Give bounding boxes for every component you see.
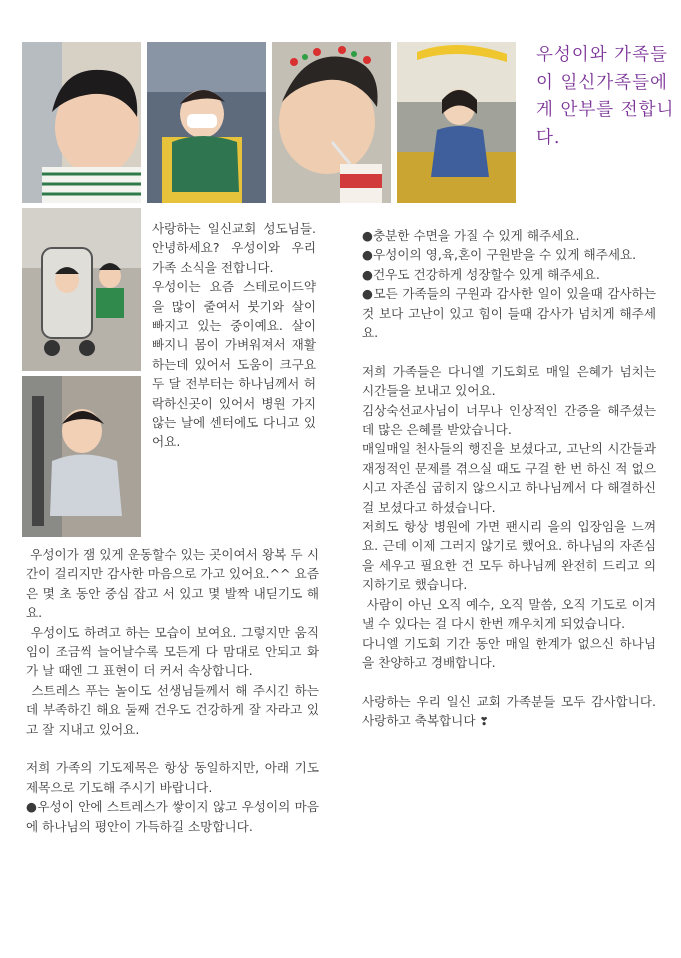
right-paragraph: 다니엘 기도회 기간 동안 매일 한계가 없으신 하나님을 찬양하고 경배합니다. xyxy=(362,635,656,670)
boy-stroller-photo xyxy=(22,376,141,537)
left-text-column xyxy=(26,545,319,836)
right-paragraph: 매일매일 천사들의 행진을 보셨다고, 고난의 시간들과 재정적인 문제를 겪으실 때도 구걸 한 번 하신 적 없으시고 자존심 굽히지 않으시고 하나님께서 다 해결하신 걸 보셨다고 하셨습니다. xyxy=(362,441,656,515)
right-paragraph: 저희도 항상 병원에 가면 팬시리 을의 입장임을 느껴요. 근데 이제 그러지 않기로 했어요. 하나님의 자존심을 세우고 필요한 건 모두 하나님께 완전히 드리고 의지하기로 했습니다. xyxy=(362,519,656,593)
two-children-stroller-photo xyxy=(22,208,141,371)
intro-text-column xyxy=(152,219,316,452)
left-paragraph: 우성이가 잼 있게 운동할수 있는 곳이여서 왕복 두 시간이 걸리지만 감사한 마음으로 가고 있어요.^^ 요즘은 몇 초 동안 중심 잡고 서 있고 몇 발짝 내딛기도 해요. xyxy=(26,547,319,621)
intro-paragraph: 사랑하는 일신교회 성도님들. 안녕하세요? 우성이와 우리 가족 소식을 전합니다. xyxy=(152,221,316,275)
prayer-item: ●모든 가족들의 구원과 감사한 일이 있을때 감사하는 것 보다 고난이 있고 힘이 들때 감사가 넘치게 해주세요. xyxy=(362,286,656,341)
bullet-icon: ● xyxy=(362,247,373,263)
bullet-icon: ● xyxy=(362,266,373,282)
intro-paragraph-2: 우성이는 요즘 스테로이드약을 많이 줄여서 붓기와 살이 빠지고 있는 중이예요. 살이 빠지니 몸이 가벼워져서 재활하는데 있어서 도움이 크구요 두 달 전부터는 하나님께서 허락하신곳이 있어서 병원 가지않는 날에 센터에도 다니고 있어요. xyxy=(152,279,316,450)
heart-icon: ❣ xyxy=(479,715,489,729)
child-mask-chair-photo xyxy=(147,42,266,203)
right-paragraph: 김상숙선교사님이 너무나 인상적인 간증을 해주셨는데 많은 은혜를 받았습니다. xyxy=(362,402,656,438)
prayer-item: ●우성이 안에 스트레스가 쌓이지 않고 우성이의 마음에 하나님의 평안이 가득하길 소망합니다. xyxy=(26,799,319,834)
prayer-item: ●건우도 건강하게 성장할수 있게 해주세요. xyxy=(362,266,600,282)
bullet-icon: ● xyxy=(362,228,373,243)
left-paragraph: 우성이도 하려고 하는 모습이 보여요. 그렇지만 움직임이 조금씩 늘어날수록 모든게 다 맘대로 안되고 화가 날 때엔 그 표현이 더 커서 속상합니다. xyxy=(26,624,319,679)
left-paragraph: 스트레스 푸는 놀이도 선생님들께서 해 주시긴 하는데 부족하긴 해요 둘째 건우도 건강하게 잘 자라고 있고 잘 지내고 있어요. xyxy=(26,682,319,737)
closing-paragraph: 사랑하는 우리 일신 교회 가족분들 모두 감사합니다. 사랑하고 축복합니다 ❣ xyxy=(362,693,656,729)
right-paragraph: 사람이 아닌 오직 예수, 오직 말씀, 오직 기도로 이겨낼 수 있다는 걸 다시 한번 깨우치게 되었습니다. xyxy=(362,596,656,632)
boy-juice-photo xyxy=(272,42,391,203)
prayer-item: ●우성이의 영,육,혼이 구원받을 수 있게 해주세요. xyxy=(362,247,637,263)
boy-closeup-photo xyxy=(22,42,141,203)
greeting-title: 우성이와 가족들이 일신가족들에게 안부를 전합니다. xyxy=(536,45,675,148)
right-text-column xyxy=(362,226,656,732)
bullet-icon: ● xyxy=(362,286,374,302)
bullet-icon: ● xyxy=(26,799,38,815)
prayer-item: ●충분한 수면을 가질 수 있게 해주세요. xyxy=(362,228,580,243)
right-paragraph: 저희 가족들은 다니엘 기도회로 매일 은혜가 넘치는 시간들을 보내고 있어요. xyxy=(362,363,656,399)
girl-yellow-chair-photo xyxy=(397,42,516,203)
prayer-intro: 저희 가족의 기도제목은 항상 동일하지만, 아래 기도제목으로 기도해 주시기 바랍니다. xyxy=(26,760,319,795)
